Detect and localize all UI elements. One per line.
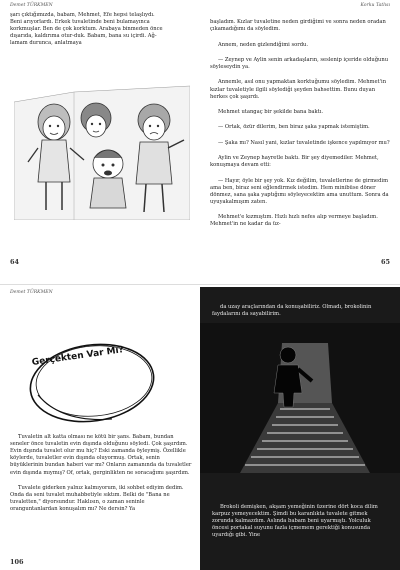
paragraph: başladım. Kızlar tuvaletine neden girdiğimi ve sonra neden oradan çıkamadığımı da söyledim. [210, 19, 386, 33]
chapter-title: Gerçekten Var Mı? [31, 345, 125, 368]
paragraph: Annemle, asıl onu yapmaktan korktuğumu söyledim. Mehmet'in kızlar tuvaletiyle ilgili söylediği şeyden bahsettim. Bunu duyan herkes çok şaşırdı. [210, 79, 387, 100]
page-header-title: Korku Tatlısı [360, 3, 390, 8]
page-number: 65 [380, 258, 390, 266]
page-64 [0, 0, 200, 284]
paragraph: — Şaka mı? Nasıl yani, kızlar tuvaletinde işkence yapılmıyor mu? [218, 139, 390, 146]
page-64-text: şarı çıktığımızda, babam, Mehmet, Efe hepsi telaşlıydı. Beni arıyorlardı. Erkek tuvaletinde beni bulamayınca korkmuşlar. Ben de çok korktum. Arabaya binmeden önce dışarıda, kaldırıma otur-duk. Babam, bana su içirdi. Ağ-lamam durunca, anlatmaya [10, 12, 163, 47]
children-illustration [14, 82, 190, 220]
page-106-text [10, 427, 192, 522]
page-header-author: Demet TÜRKMEN [10, 3, 53, 8]
page-header-author: Demet TÜRKMEN [10, 290, 53, 295]
paragraph: — Hayır, öyle bir şey yok. Kız değilim, tuvaletlerine de girmedim ama ben, biraz seni eğlendirmek istedim. Hem minibüse döner dönmez, sana şaka yaptığımı söyleyecektim ama unuttum. Sonra da uyuyakalmışım zaten. [210, 177, 389, 205]
paragraph: Mehmet utangaç bir şekilde bana baktı. [218, 108, 324, 115]
paragraph: Tuvalete giderken yalnız kalmıyorum, iki sohbet ediyim dedim. Onda da seni tuvalet muhabbetiyle sıktım. Belki de "Bana ne tuvaletten," diyorsundur. Haklısın, o zaman seninle oranguntanlardan konuşalım mı? Ne dersin? Ya [10, 484, 184, 513]
paragraph: Tuvaletin alt katta olması ne kötü bir şans. Babam, bundan seneler önce tuvaletin evin dışında olduğunu söyledi. Çok şaşırdım. Evin dışında tuvalet olur mu hiç? Eski zamanda öyleymiş. Özellikle köylerde, tuvaletler evin dışında oluyormuş. Ortak, senin büyüklerinin bundan haberi var mı? Onların zamanında da tuvaletler evin dışında mıymış? Of, ortak, gerginlikten ne soracağımı şaşırdım. [10, 434, 192, 476]
page-107-text-bottom [212, 497, 388, 548]
paragraph: — Zeynep ve Aylin senin arkadaşların, seslenip içeride olduğunu söyleseydin ya. [210, 56, 389, 71]
page-106 [0, 287, 200, 570]
page-65 [200, 0, 400, 284]
staircase-illustration [200, 323, 400, 473]
paragraph: da uzay araçlarından da konuşabiliriz. Olmadı, brokolinin faydalarını da sayabilirim. [212, 304, 372, 318]
paragraph: Brokoli demişken, akşam yemeğinin üzerine dört koca dilim karpuz yemeyecektim. Şimdi bu karanlıkta tuvalete gitmek zorunda kalmazdım. Aslında babam beni uyarmıştı. Yolculuk öncesi portakal suyunu fazla içmemem gerektiği konusunda uyardığı gibi. Yine [212, 504, 378, 539]
page-65-text [210, 12, 390, 237]
paragraph: Annem, neden gizlendiğimi sordu. [218, 41, 309, 48]
page-107-dark [200, 287, 400, 570]
paragraph: — Ortak, özür dilerim, ben biraz şaka yapmak istemiştim. [218, 124, 370, 131]
paragraph: Aylin ve Zeynep hayretle baktı. Bir şey diyemediler. Mehmet, konuşmaya devam etti: [210, 155, 379, 169]
bottom-spread [0, 287, 400, 570]
chapter-title-circle [22, 333, 162, 433]
paragraph: Mehmet'e kızmıştım. Hızlı hızlı nefes alıp vermeye başladım. Mehmet'in ne kadar da üz- [210, 214, 378, 228]
page-number: 106 [10, 558, 24, 566]
page-number: 64 [10, 258, 20, 266]
